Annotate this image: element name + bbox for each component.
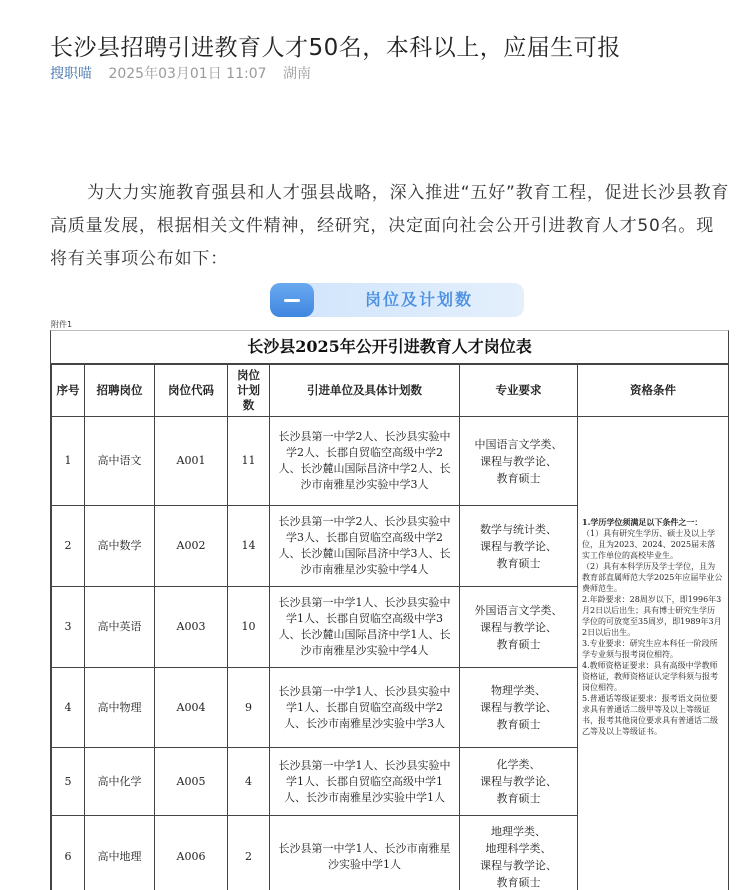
cell-position: 高中化学 bbox=[85, 748, 155, 816]
major-line: 外国语言文学类、 bbox=[460, 602, 577, 619]
table-header-row bbox=[52, 365, 729, 417]
source-link[interactable]: 搜职喵 bbox=[50, 66, 92, 82]
cell-code: A004 bbox=[155, 668, 228, 748]
major-line: 教育硕士 bbox=[460, 790, 577, 807]
major-line: 课程与教学论、 bbox=[460, 619, 577, 636]
position-grid bbox=[51, 364, 729, 890]
major-line: 课程与教学论、 bbox=[460, 699, 577, 716]
cell-count: 11 bbox=[228, 417, 270, 506]
major-line: 教育硕士 bbox=[460, 636, 577, 653]
header-count: 岗位计划数 bbox=[228, 365, 270, 417]
cell-position: 高中地理 bbox=[85, 816, 155, 890]
major-line: 教育硕士 bbox=[460, 874, 577, 890]
major-line: 课程与教学论、 bbox=[460, 538, 577, 555]
cell-position: 高中英语 bbox=[85, 587, 155, 668]
cell-seq: 3 bbox=[52, 587, 85, 668]
major-line: 课程与教学论、 bbox=[460, 857, 577, 874]
major-line: 课程与教学论、 bbox=[460, 773, 577, 790]
cell-position: 高中语文 bbox=[85, 417, 155, 506]
table-title: 长沙县2025年公开引进教育人才岗位表 bbox=[51, 331, 728, 364]
cell-code: A005 bbox=[155, 748, 228, 816]
location: 湖南 bbox=[283, 66, 311, 82]
cell-count: 2 bbox=[228, 816, 270, 890]
section-banner bbox=[270, 283, 524, 317]
major-line: 教育硕士 bbox=[460, 555, 577, 572]
header-qual: 资格条件 bbox=[578, 365, 729, 417]
cell-qualifications bbox=[578, 417, 729, 890]
intro-paragraph: 为大力实施教育强县和人才强县战略，深入推进“五好”教育工程，促进长沙县教育高质量发展，根据相关文件精神，经研究，决定面向社会公开引进教育人才50名。现将有关事项公布如下： bbox=[50, 177, 730, 276]
cell-position: 高中物理 bbox=[85, 668, 155, 748]
cell-count: 14 bbox=[228, 506, 270, 587]
article-title: 长沙县招聘引进教育人才50名，本科以上，应届生可报 bbox=[50, 32, 730, 64]
cell-count: 4 bbox=[228, 748, 270, 816]
qual-item: 3.专业要求：研究生应本科任一阶段所学专业须与报考岗位相符。 bbox=[582, 638, 723, 660]
major-line: 中国语言文学类、 bbox=[460, 436, 577, 453]
section-number-tab bbox=[270, 283, 314, 317]
cell-units: 长沙县第一中学1人、长沙市南雅星沙实验中学1人 bbox=[270, 816, 460, 890]
article-meta bbox=[50, 63, 311, 83]
header-code: 岗位代码 bbox=[155, 365, 228, 417]
section-number-mark bbox=[284, 299, 300, 302]
cell-seq: 4 bbox=[52, 668, 85, 748]
qual-item: （1）具有研究生学历、硕士及以上学位，且为2023、2024、2025届未落实工作单位的高校毕业生。 bbox=[582, 528, 723, 561]
position-table bbox=[50, 330, 729, 890]
major-line: 课程与教学论、 bbox=[460, 453, 577, 470]
qual-item: （2）具有本科学历及学士学位，且为教育部直属师范大学2025年应届毕业公费师范生。 bbox=[582, 561, 723, 594]
cell-code: A006 bbox=[155, 816, 228, 890]
cell-major bbox=[460, 417, 578, 506]
major-line: 数学与统计类、 bbox=[460, 521, 577, 538]
cell-major bbox=[460, 668, 578, 748]
header-units: 引进单位及具体计划数 bbox=[270, 365, 460, 417]
header-seq: 序号 bbox=[52, 365, 85, 417]
header-major: 专业要求 bbox=[460, 365, 578, 417]
qual-item: 5.普通话等级证要求：报考语文岗位要求具有普通话二级甲等及以上等级证书，报考其他岗位要求具有普通话二级乙等及以上等级证书。 bbox=[582, 693, 723, 737]
major-line: 化学类、 bbox=[460, 756, 577, 773]
attachment-label: 附件1 bbox=[51, 319, 72, 330]
cell-position: 高中数学 bbox=[85, 506, 155, 587]
cell-units: 长沙县第一中学1人、长沙县实验中学1人、长郡自贸临空高级中学1人、长沙市南雅星沙实验中学1人 bbox=[270, 748, 460, 816]
qual-item: 1.学历学位须满足以下条件之一： bbox=[582, 517, 723, 528]
cell-seq: 5 bbox=[52, 748, 85, 816]
cell-units: 长沙县第一中学1人、长沙县实验中学1人、长郡自贸临空高级中学2人、长沙市南雅星沙实验中学3人 bbox=[270, 668, 460, 748]
major-line: 地理学类、 bbox=[460, 823, 577, 840]
major-line: 教育硕士 bbox=[460, 716, 577, 733]
cell-major bbox=[460, 506, 578, 587]
major-line: 地理科学类、 bbox=[460, 840, 577, 857]
table-row bbox=[52, 417, 729, 506]
cell-code: A001 bbox=[155, 417, 228, 506]
qual-item: 2.年龄要求：28周岁以下，即1996年3月2日以后出生；具有博士研究生学历学位的可放宽至35周岁，即1989年3月2日以后出生。 bbox=[582, 594, 723, 638]
cell-code: A002 bbox=[155, 506, 228, 587]
cell-seq: 1 bbox=[52, 417, 85, 506]
section-banner-label: 岗位及计划数 bbox=[314, 283, 524, 317]
cell-seq: 2 bbox=[52, 506, 85, 587]
qual-item: 4.教师资格证要求：具有高级中学教师资格证，教师资格证认定学科须与报考岗位相符。 bbox=[582, 660, 723, 693]
header-position: 招聘岗位 bbox=[85, 365, 155, 417]
cell-seq: 6 bbox=[52, 816, 85, 890]
cell-major bbox=[460, 816, 578, 890]
cell-code: A003 bbox=[155, 587, 228, 668]
cell-units: 长沙县第一中学1人、长沙县实验中学1人、长郡自贸临空高级中学3人、长沙麓山国际昌济中学1人、长沙市南雅星沙实验中学4人 bbox=[270, 587, 460, 668]
cell-units: 长沙县第一中学2人、长沙县实验中学2人、长郡自贸临空高级中学2人、长沙麓山国际昌济中学2人、长沙市南雅星沙实验中学3人 bbox=[270, 417, 460, 506]
cell-count: 10 bbox=[228, 587, 270, 668]
major-line: 教育硕士 bbox=[460, 470, 577, 487]
cell-major bbox=[460, 587, 578, 668]
cell-count: 9 bbox=[228, 668, 270, 748]
cell-major bbox=[460, 748, 578, 816]
cell-units: 长沙县第一中学2人、长沙县实验中学3人、长郡自贸临空高级中学2人、长沙麓山国际昌济中学3人、长沙市南雅星沙实验中学4人 bbox=[270, 506, 460, 587]
publish-date: 2025年03月01日 11:07 bbox=[108, 66, 266, 82]
major-line: 物理学类、 bbox=[460, 682, 577, 699]
